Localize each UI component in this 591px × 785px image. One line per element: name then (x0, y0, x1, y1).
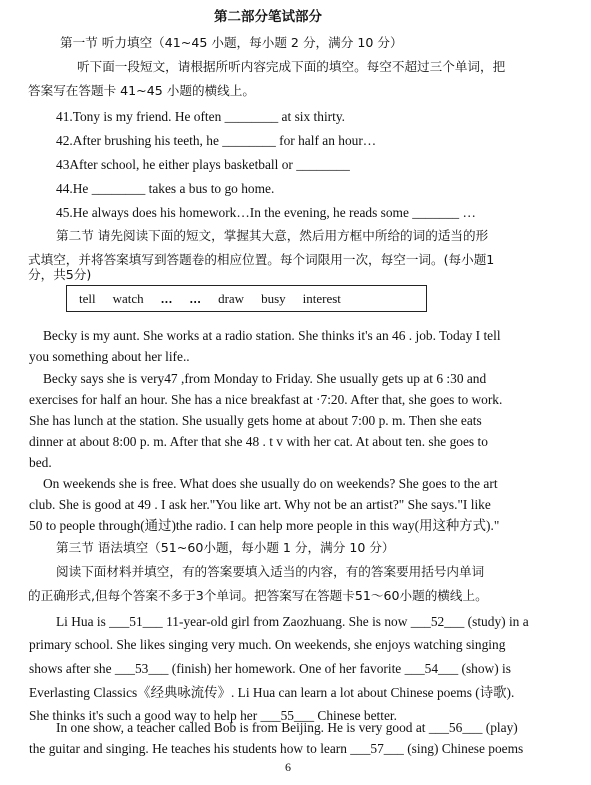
section2-heading-2: 式填空，并将答案填写到答题卷的相应位置。每个词限用一次，每空一词。(每小题1 (28, 252, 495, 267)
passage-line: exercises for half an hour. She has a nice breakfast at ·7:20. After that, she goes to work. (29, 392, 503, 407)
section2-heading-3: 分，共5分) (28, 267, 92, 282)
grammar-passage-line: Li Hua is ___51___ 11-year-old girl from Zaozhuang. She is now ___52___ (study) in a (56, 614, 529, 629)
word-bank-box (66, 285, 427, 312)
word-bank-word: watch (112, 290, 144, 306)
passage-line: She has lunch at the station. She usually gets home at about 7:00 p. m. Then she eats (29, 413, 482, 428)
word-bank-word: ꓸꓸꓸ (189, 290, 202, 306)
listening-item-41: 41.Tony is my friend. He often ________ at six thirty. (56, 109, 346, 124)
section3-instruction-2: 的正确形式,但每个答案不多于3个单词。把答案写在答题卡51～60小题的横线上。 (28, 588, 488, 603)
word-bank-word: busy (261, 290, 286, 306)
passage-line: On weekends she is free. What does she usually do on weekends? She goes to the art (43, 476, 498, 491)
listening-item-43: 43After school, he either plays basketball or ________ (56, 157, 350, 172)
listening-item-45: 45.He always does his homework…In the evening, he reads some _______ … (56, 205, 476, 220)
word-bank-word: draw (218, 290, 245, 306)
passage-line: you something about her life.. (29, 349, 190, 364)
passage-line: Becky says she is very47 ,from Monday to Friday. She usually gets up at 6 :30 and (43, 371, 487, 386)
word-bank-word: interest (302, 290, 341, 306)
grammar-passage-line: the guitar and singing. He teaches his students how to learn ___57___ (sing) Chinese poems (29, 741, 524, 756)
word-bank-word: tell (79, 290, 96, 306)
section1-instruction-1: 听下面一段短文，请根据所听内容完成下面的填空。每空不超过三个单词，把 (77, 59, 506, 74)
passage-line: dinner at about 8:00 p. m. After that she 48 . t v with her cat. At about ten. she goes to (29, 434, 488, 449)
section1-heading: 第一节 听力填空（41~45 小题，每小题 2 分，满分 10 分） (60, 35, 403, 50)
section1-instruction-2: 答案写在答题卡 41~45 小题的横线上。 (28, 83, 255, 98)
page-title: 第二部分笔试部分 (214, 9, 322, 25)
grammar-passage-line: In one show, a teacher called Bob is from Beijing. He is very good at ___56___ (play) (56, 720, 518, 735)
passage-line: Becky is my aunt. She works at a radio station. She thinks it's an 46 . job. Today I tell (43, 328, 501, 343)
listening-item-44: 44.He ________ takes a bus to go home. (56, 181, 275, 196)
grammar-passage-line: primary school. She likes singing very much. On weekends, she enjoys watching singing (29, 637, 506, 652)
word-bank-word: ꓸꓸꓸ (160, 290, 173, 306)
grammar-passage-line: Everlasting Classics《经典咏流传》. Li Hua can learn a lot about Chinese poems (诗歌). (29, 685, 515, 700)
section3-heading: 第三节 语法填空（51~60小题，每小题 1 分，满分 10 分） (56, 540, 395, 555)
section3-instruction-1: 阅读下面材料并填空，有的答案要填入适当的内容，有的答案要用括号内单词 (56, 564, 485, 579)
grammar-passage-line: She thinks it's such a good way to help her ___55___ Chinese better. (29, 708, 397, 723)
passage-line: club. She is good at 49 . I ask her."You like art. Why not be an artist?" She says."I like (29, 497, 491, 512)
listening-item-42: 42.After brushing his teeth, he ________ for half an hour… (56, 133, 377, 148)
section2-heading-1: 第二节 请先阅读下面的短文，掌握其大意，然后用方框中所给的词的适当的形 (56, 228, 489, 243)
grammar-passage-line: shows after she ___53___ (finish) her homework. One of her favorite ___54___ (show) is (29, 661, 511, 676)
passage-line: bed. (29, 455, 52, 470)
page-number: 6 (285, 760, 291, 774)
passage-line: 50 to people through(通过)the radio. I can help more people in this way(用这种方式)." (29, 518, 500, 533)
